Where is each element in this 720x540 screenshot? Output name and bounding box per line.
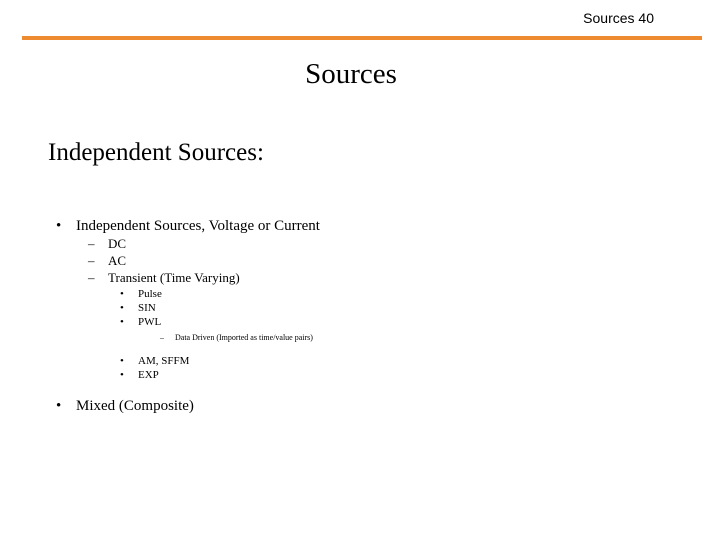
- section-heading: Independent Sources:: [48, 139, 264, 166]
- bullet-marker: •: [120, 302, 124, 314]
- list-item-text: PWL: [138, 316, 162, 328]
- header-rule: [22, 36, 702, 40]
- dash-marker: –: [88, 253, 95, 268]
- list-item-text: AC: [108, 253, 127, 268]
- list-item-text: Pulse: [138, 288, 162, 300]
- dash-marker: –: [88, 270, 95, 285]
- list-item-text: Data Driven (Imported as time/value pairs): [175, 333, 313, 342]
- bullet-marker: •: [120, 288, 124, 300]
- list-item-text: AM, SFFM: [138, 355, 190, 367]
- bullet-marker: •: [120, 316, 124, 328]
- slide-title: Sources: [305, 58, 397, 90]
- bullet-marker: •: [120, 369, 124, 381]
- list-item-text: SIN: [138, 302, 156, 314]
- list-item-text: Mixed (Composite): [76, 398, 194, 414]
- list-item-text: Independent Sources, Voltage or Current: [76, 218, 320, 234]
- dash-marker: –: [160, 333, 164, 342]
- dash-marker: –: [88, 236, 95, 251]
- list-item-text: Transient (Time Varying): [108, 270, 240, 285]
- slide-number-label: Sources 40: [583, 10, 654, 26]
- list-item-text: EXP: [138, 369, 159, 381]
- bullet-marker: •: [56, 398, 62, 414]
- bullet-marker: •: [56, 218, 62, 234]
- list-item-text: DC: [108, 236, 127, 251]
- bullet-marker: •: [120, 355, 124, 367]
